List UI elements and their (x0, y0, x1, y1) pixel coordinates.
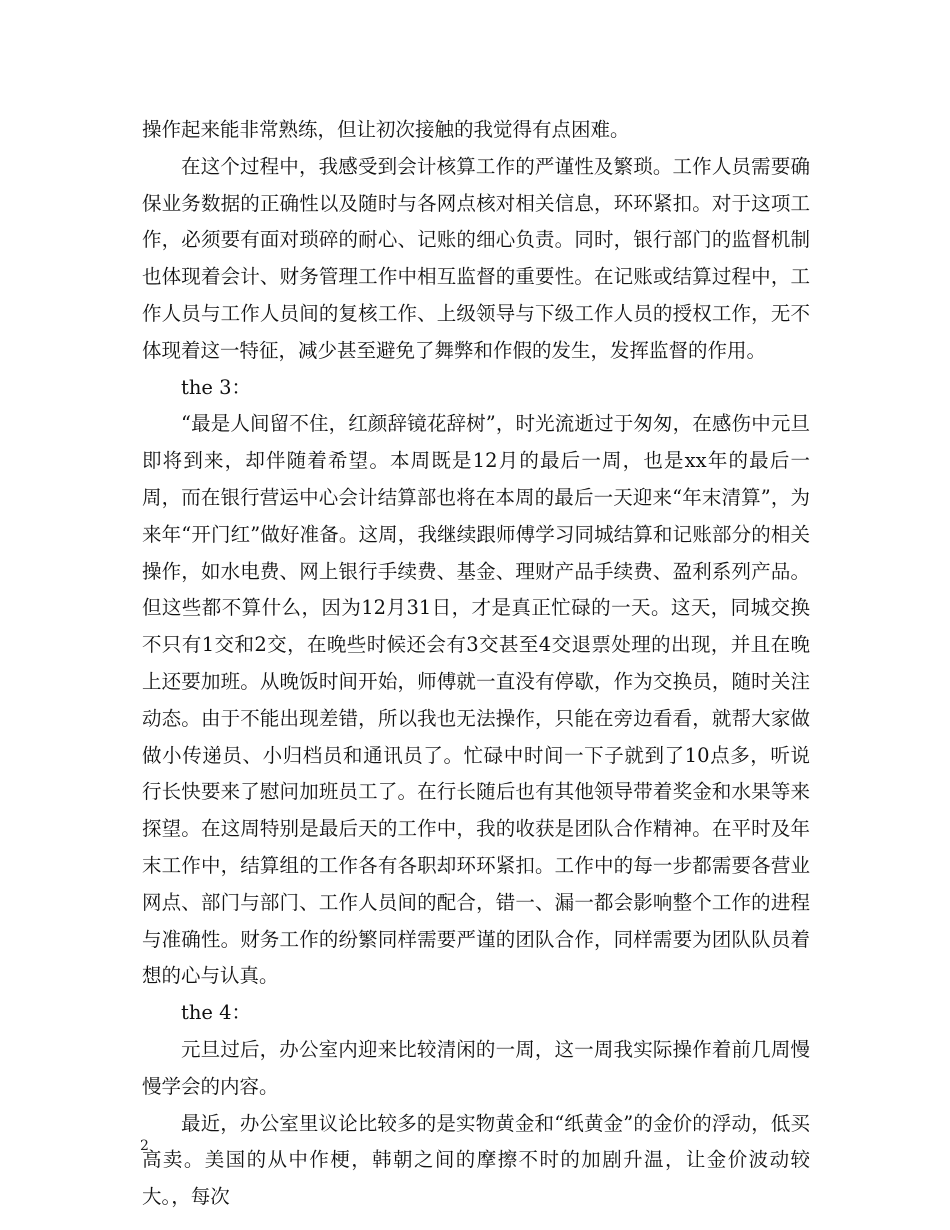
section-heading-week-3: the 3： (181, 375, 252, 399)
paragraph-week-4-intro: 元旦过后，办公室内迎来比较清闲的一周，这一周我实际操作着前几周慢慢学会的内容。 (142, 1037, 810, 1098)
section-heading-week-4: the 4： (181, 1001, 252, 1025)
paragraph-accounting-rigor: 在这个过程中，我感受到会计核算工作的严谨性及繁琐。工作人员需要确保业务数据的正确性以及随时与各网点核对相关信息，环环紧扣。对于这项工作，必须要有面对琐碎的耐心、记账的细心负责。同时，银行部门的监督机制也体现着会计、财务管理工作中相互监督的重要性。在记账或结算过程中，工作人员与工作人员间的复核工作、上级领导与下级工作人员的授权工作，无不体现着这一特征，减少甚至避免了舞弊和作假的发生，发挥监督的作用。 (142, 154, 810, 362)
paragraph-continuation: 操作起来能非常熟练，但让初次接触的我觉得有点困难。 (142, 118, 630, 141)
paragraph-gold-price: 最近，办公室里议论比较多的是实物黄金和“纸黄金”的金价的浮动，低买高卖。美国的从中作梗，韩朝之间的摩擦不时的加剧升温，让金价波动较大。，每次 (142, 1111, 810, 1209)
paragraph-week-3: “最是人间留不住，红颜辞镜花辞树”，时光流逝过于匆匆，在感伤中元旦即将到来，却伴随着希望。本周既是12月的最后一周，也是xx年的最后一周，而在银行营运中心会计结算部也将在本周的最后一天迎来“年末清算”，为来年“开门红”做好准备。这周，我继续跟师傅学习同城结算和记账部分的相关操作，如水电费、网上银行手续费、基金、理财产品手续费、盈利系列产品。但这些都不算什么，因为12月31日，才是真正忙碌的一天。这天，同城交换不只有1交和2交，在晚些时候还会有3交甚至4交退票处理的出现，并且在晚上还要加班。从晚饭时间开始，师傅就一直没有停歇，作为交换员，随时关注动态。由于不能出现差错，所以我也无法操作，只能在旁边看看，就帮大家做做小传递员、小归档员和通讯员了。忙碌中时间一下子就到了10点多，听说行长快要来了慰问加班员工了。在行长随后也有其他领导带着奖金和水果等来探望。在这周特别是最后天的工作中，我的收获是团队合作精神。在平时及年末工作中，结算组的工作各有各职却环环紧扣。工作中的每一步都需要各营业网点、部门与部门、工作人员间的配合，错一、漏一都会影响整个工作的进程与准确性。财务工作的纷繁同样需要严谨的团队合作，同样需要为团队队员着想的心与认真。 (142, 412, 810, 988)
page-number: 2 (140, 1138, 149, 1154)
document-body (142, 112, 810, 1216)
